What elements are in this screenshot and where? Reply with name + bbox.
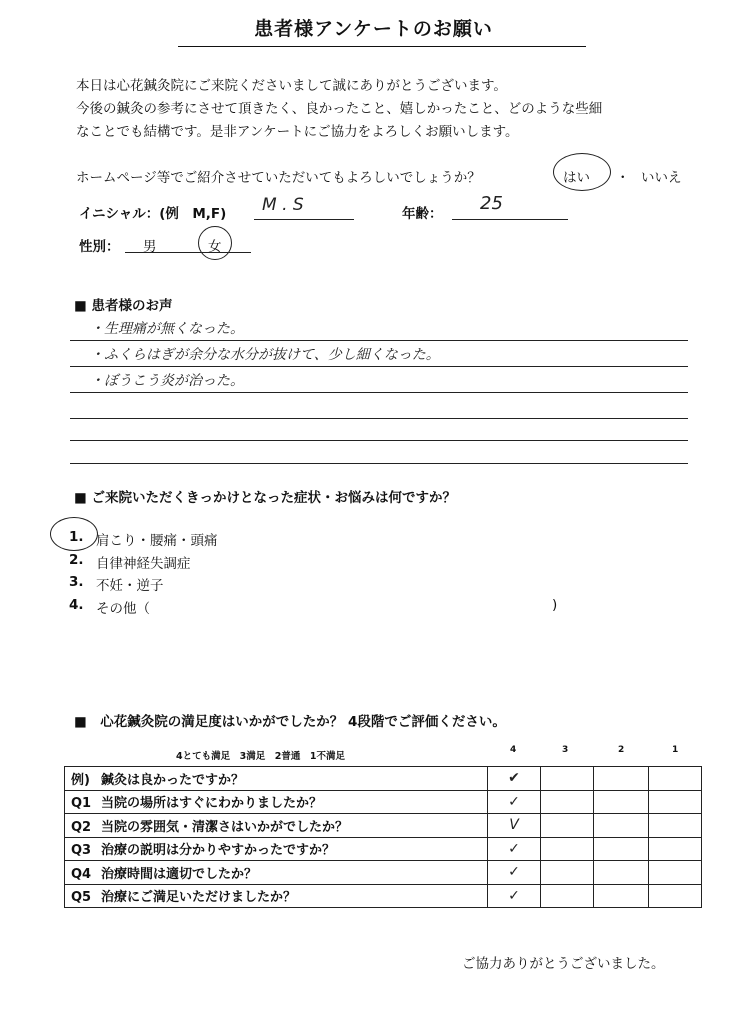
rating-cell-3[interactable]: [541, 790, 594, 814]
gender-male[interactable]: 男: [143, 239, 157, 255]
voice-rule-6: [70, 463, 688, 464]
row-question: 鍼灸は良かったですか？: [101, 772, 245, 788]
satisfaction-heading: ■ 心花鍼灸院の満足度はいかがでしたか？ 4段階でご評価ください。: [74, 714, 506, 730]
col-head-4: 4: [510, 745, 517, 755]
rating-cell-1[interactable]: [649, 790, 702, 814]
rating-cell-2[interactable]: [594, 790, 649, 814]
age-underline: [452, 219, 568, 220]
table-row: [65, 884, 702, 908]
col-head-2: 2: [618, 745, 625, 755]
row-question: 治療の説明は分かりやすかったですか？: [101, 843, 336, 859]
voice-line-3: ・ぼうこう炎が治った。: [90, 373, 244, 389]
rating-cell-1[interactable]: [649, 837, 702, 861]
table-row: [65, 767, 702, 791]
rating-cell-1[interactable]: [649, 861, 702, 885]
age-value[interactable]: 25: [480, 193, 503, 214]
rating-cell-3[interactable]: [541, 837, 594, 861]
female-circle-mark: [198, 226, 232, 260]
rating-cell-4[interactable]: ✓: [488, 861, 541, 885]
initials-value[interactable]: M . S: [262, 195, 304, 215]
consent-no[interactable]: いいえ: [641, 170, 682, 186]
intro-line-1: 本日は心花鍼灸院にご来院くださいまして誠にありがとうございます。: [76, 78, 507, 94]
voice-rule-2: [70, 366, 688, 367]
voice-rule-3: [70, 392, 688, 393]
thanks-message: ご協力ありがとうございました。: [462, 956, 665, 972]
trigger-option-1[interactable]: 肩こり・腰痛・頭痛: [96, 533, 218, 549]
consent-question: ホームページ等でご紹介させていただいてもよろしいでしょうか？: [76, 170, 481, 186]
rating-cell-3[interactable]: [541, 861, 594, 885]
gender-female[interactable]: 女: [208, 239, 222, 255]
table-row: [65, 837, 702, 861]
consent-sep: ・: [616, 170, 630, 186]
rating-cell-4[interactable]: ✓: [488, 837, 541, 861]
rating-cell-2[interactable]: [594, 837, 649, 861]
trigger-option-4[interactable]: その他（: [96, 601, 150, 617]
voice-rule-1: [70, 340, 688, 341]
option-1-circle-mark: [50, 517, 98, 551]
row-label: Q5: [71, 890, 92, 906]
rating-cell-1[interactable]: [649, 767, 702, 791]
table-row: [65, 861, 702, 885]
row-label: 例): [71, 772, 90, 788]
rating-cell-2[interactable]: [594, 814, 649, 838]
row-question: 当院の雰囲気・清潔さはいかがでしたか？: [101, 819, 349, 835]
voice-line-2: ・ふくらはぎが余分な水分が抜けて、少し細くなった。: [90, 347, 440, 363]
gender-label: 性別：: [79, 239, 120, 255]
trigger-heading: ■ ご来院いただくきっかけとなった症状・お悩みは何ですか？: [74, 490, 456, 506]
yes-circle-mark: [553, 153, 611, 191]
voice-rule-5: [70, 440, 688, 441]
voice-heading: ■ 患者様のお声: [74, 298, 173, 314]
rating-cell-1[interactable]: [649, 884, 702, 908]
col-head-1: 1: [672, 745, 679, 755]
trigger-other-close: ): [552, 597, 558, 613]
row-question: 当院の場所はすぐにわかりましたか？: [101, 796, 323, 812]
voice-rule-4: [70, 418, 688, 419]
row-question: 治療時間は適切でしたか？: [101, 866, 258, 882]
initials-label: イニシャル：(例 M,F): [79, 206, 227, 222]
intro-line-3: なことでも結構です。是非アンケートにご協力をよろしくお願いします。: [76, 124, 519, 140]
voice-line-1: ・生理痛が無くなった。: [90, 321, 244, 337]
intro-line-2: 今後の鍼灸の参考にさせて頂きたく、良かったこと、嬉しかったこと、どのような些細: [76, 101, 603, 117]
row-question: 治療にご満足いただけましたか？: [101, 890, 297, 906]
trigger-num-4: 4.: [69, 597, 84, 613]
age-label: 年齢：: [402, 206, 443, 222]
initials-underline: [254, 219, 354, 220]
col-head-3: 3: [562, 745, 569, 755]
rating-cell-2[interactable]: [594, 767, 649, 791]
rating-cell-2[interactable]: [594, 884, 649, 908]
title-underline: [178, 46, 586, 47]
rating-cell-3[interactable]: [541, 884, 594, 908]
rating-cell-4[interactable]: V: [488, 814, 541, 838]
row-label: Q2: [71, 819, 92, 835]
rating-scale-legend: 4とても満足 3満足 2普通 1不満足: [176, 751, 345, 762]
rating-cell-4[interactable]: ✔: [488, 767, 541, 791]
rating-cell-4[interactable]: ✓: [488, 790, 541, 814]
trigger-num-2: 2.: [69, 552, 84, 568]
row-label: Q3: [71, 843, 92, 859]
rating-cell-4[interactable]: ✓: [488, 884, 541, 908]
trigger-num-1: 1.: [69, 529, 84, 545]
trigger-option-3[interactable]: 不妊・逆子: [96, 578, 164, 594]
rating-cell-1[interactable]: [649, 814, 702, 838]
rating-table: [64, 766, 702, 908]
page-title: 患者様アンケートのお願い: [254, 18, 493, 40]
rating-cell-2[interactable]: [594, 861, 649, 885]
trigger-num-3: 3.: [69, 574, 84, 590]
rating-cell-3[interactable]: [541, 767, 594, 791]
rating-cell-3[interactable]: [541, 814, 594, 838]
trigger-option-2[interactable]: 自律神経失調症: [96, 556, 191, 572]
row-label: Q4: [71, 866, 92, 882]
row-label: Q1: [71, 796, 92, 812]
consent-yes[interactable]: はい: [563, 170, 590, 186]
table-row: [65, 790, 702, 814]
table-row: [65, 814, 702, 838]
